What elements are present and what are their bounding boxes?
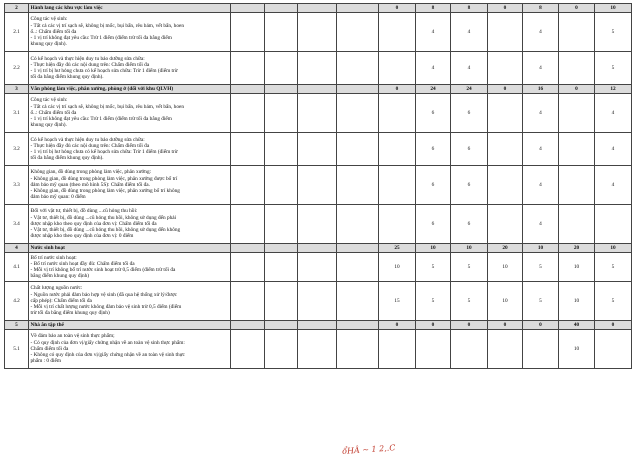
empty-cell (337, 205, 379, 244)
empty-cell (337, 330, 379, 369)
empty-cell (298, 321, 337, 330)
row-number: 3.2 (5, 133, 29, 166)
score-cell (559, 13, 595, 52)
section-title: Hành lang các khu vực làm việc (29, 4, 231, 13)
scoring-table (4, 3, 632, 369)
empty-cell (231, 253, 265, 282)
score-cell: 0 (488, 85, 523, 94)
score-cell (379, 133, 416, 166)
empty-cell (337, 85, 379, 94)
score-cell: 10 (595, 244, 632, 253)
empty-cell (337, 244, 379, 253)
empty-cell (265, 94, 298, 133)
section-row (5, 4, 632, 13)
row-number: 5 (5, 321, 29, 330)
score-cell: 0 (559, 4, 595, 13)
score-cell: 5 (595, 13, 632, 52)
criteria-line: Không gian, đồ dùng trong phòng làm việc, phân xưởng: (30, 169, 152, 176)
score-cell: 0 (559, 85, 595, 94)
score-cell: 4 (595, 133, 632, 166)
empty-cell (231, 166, 265, 205)
empty-cell (298, 133, 337, 166)
criteria-line: phẩm : 0 điểm (30, 358, 61, 365)
empty-cell (337, 253, 379, 282)
score-cell (379, 52, 416, 85)
criteria-line: - Tất cả các vị trí sạch sẽ, không bị mốc, bụi bẩn, rêu bám, vết bẩn, hoen (30, 103, 184, 110)
criteria-text (29, 205, 231, 244)
criteria-line: - Không gian, đồ dùng trong phòng làm việc, phân xưởng được bố trí (30, 175, 178, 182)
score-cell: 25 (379, 244, 416, 253)
empty-cell (265, 133, 298, 166)
empty-cell (265, 166, 298, 205)
score-cell: 6 (451, 205, 488, 244)
empty-cell (298, 4, 337, 13)
criteria-line: khung quy định). (30, 41, 67, 48)
score-cell: 6 (451, 166, 488, 205)
empty-cell (231, 244, 265, 253)
table-row (5, 253, 632, 282)
criteria-line: - Không gian, đồ dùng trong phòng làm việc, phân xưởng bố trí không (30, 188, 180, 195)
score-cell: 16 (523, 85, 559, 94)
score-cell: 15 (379, 282, 416, 321)
empty-cell (298, 52, 337, 85)
criteria-text (29, 166, 231, 205)
score-cell: 20 (488, 244, 523, 253)
empty-cell (337, 133, 379, 166)
criteria-line: - Tất cả các vị trí sạch sẽ, không bị mốc, bụi bẩn, rêu bám, vết bẩn, hoen (30, 22, 184, 29)
empty-cell (231, 13, 265, 52)
table-body (5, 4, 632, 369)
score-cell: 4 (523, 13, 559, 52)
score-cell (559, 205, 595, 244)
empty-cell (265, 205, 298, 244)
table-row (5, 13, 632, 52)
score-cell (488, 205, 523, 244)
score-cell: 10 (559, 253, 595, 282)
score-cell: 5 (416, 282, 451, 321)
score-cell: 4 (451, 13, 488, 52)
score-cell: 24 (451, 85, 488, 94)
criteria-line: khung quy định). (30, 122, 67, 129)
score-cell: 5 (523, 253, 559, 282)
score-cell: 5 (523, 282, 559, 321)
criteria-line: được nhập kho theo quy định của đơn vị: 0 điểm (30, 233, 134, 240)
empty-cell (265, 52, 298, 85)
score-cell (379, 94, 416, 133)
score-cell: 6 (416, 205, 451, 244)
criteria-line: tối đa bằng điểm khung quy định). (30, 155, 104, 162)
score-cell (451, 330, 488, 369)
score-cell: 10 (451, 244, 488, 253)
criteria-text (29, 52, 231, 85)
score-cell: 5 (451, 282, 488, 321)
empty-cell (265, 85, 298, 94)
empty-cell (298, 244, 337, 253)
score-cell: 4 (523, 94, 559, 133)
score-cell (559, 133, 595, 166)
score-cell: 4 (416, 13, 451, 52)
criteria-text (29, 13, 231, 52)
criteria-line: Chấm điểm tối đa (30, 345, 69, 352)
score-cell: 40 (559, 321, 595, 330)
score-cell: 6 (451, 94, 488, 133)
score-cell (595, 205, 632, 244)
score-cell: 4 (416, 52, 451, 85)
empty-cell (298, 94, 337, 133)
empty-cell (298, 166, 337, 205)
criteria-line: - Vật tư, thiết bị, đồ dùng ...cũ hỏng thu hồi, không sử dụng đến không (30, 227, 181, 234)
score-cell: 24 (416, 85, 451, 94)
table-row (5, 282, 632, 321)
criteria-line: - Mỗi vị trí chất lượng nước không đảm bảo vệ sinh trừ 0,5 điểm (điểm (30, 304, 182, 311)
score-cell (523, 330, 559, 369)
score-cell (379, 13, 416, 52)
score-cell: 5 (416, 253, 451, 282)
empty-cell (337, 321, 379, 330)
score-cell (416, 330, 451, 369)
empty-cell (298, 330, 337, 369)
score-cell (559, 166, 595, 205)
row-number: 5.1 (5, 330, 29, 369)
score-cell: 6 (416, 133, 451, 166)
score-cell: 12 (595, 85, 632, 94)
empty-cell (231, 4, 265, 13)
empty-cell (265, 253, 298, 282)
criteria-line: - 1 vị trí bị hư hỏng chưa có kế hoạch sửa chữa: Trừ 1 điểm (điểm trừ (30, 68, 178, 74)
criteria-line: Bố trí nước sinh hoạt: (30, 254, 77, 261)
score-cell: 0 (379, 321, 416, 330)
criteria-line: - Thực hiện đầy đủ các nội dung trên: Chấm điểm tối đa (30, 61, 150, 68)
criteria-line: - Bố trí nước sinh hoạt đầy đủ: Chấm điểm tối đa (30, 260, 135, 267)
empty-cell (231, 321, 265, 330)
criteria-line: Công tác vệ sinh: (30, 16, 68, 23)
score-cell: 10 (416, 244, 451, 253)
table-row (5, 94, 632, 133)
section-row (5, 85, 632, 94)
score-cell: 4 (451, 52, 488, 85)
section-title: Nước sinh hoạt (29, 244, 231, 253)
empty-cell (231, 52, 265, 85)
row-number: 4.1 (5, 253, 29, 282)
score-cell (379, 166, 416, 205)
criteria-text (29, 253, 231, 282)
score-cell (379, 330, 416, 369)
score-cell (488, 13, 523, 52)
criteria-line: Đối với vật tư, thiết bị, đồ dùng ...cũ hỏng thu hồi: (30, 208, 138, 215)
empty-cell (298, 13, 337, 52)
empty-cell (265, 321, 298, 330)
score-cell (379, 205, 416, 244)
score-cell: 0 (523, 321, 559, 330)
score-cell: 5 (595, 282, 632, 321)
row-number: 3.4 (5, 205, 29, 244)
table-row (5, 52, 632, 85)
empty-cell (265, 330, 298, 369)
empty-cell (231, 85, 265, 94)
empty-cell (298, 282, 337, 321)
criteria-line: ố..: Chấm điểm tối đa (30, 109, 77, 116)
score-cell: 10 (595, 4, 632, 13)
score-cell (595, 330, 632, 369)
criteria-text (29, 133, 231, 166)
table-row (5, 205, 632, 244)
score-cell: 20 (559, 244, 595, 253)
empty-cell (231, 330, 265, 369)
score-cell: 6 (416, 166, 451, 205)
empty-cell (265, 4, 298, 13)
score-cell: 0 (488, 4, 523, 13)
row-number: 3.3 (5, 166, 29, 205)
score-cell: 5 (595, 52, 632, 85)
section-title: Nhà ăn tập thể (29, 321, 231, 330)
empty-cell (298, 205, 337, 244)
empty-cell (265, 13, 298, 52)
score-cell: 5 (595, 253, 632, 282)
section-row (5, 321, 632, 330)
score-cell: 10 (559, 330, 595, 369)
row-number: 3 (5, 85, 29, 94)
row-number: 3.1 (5, 94, 29, 133)
criteria-line: cấp phép): Chấm điểm tối đa (30, 297, 92, 304)
score-cell: 6 (451, 133, 488, 166)
criteria-line: - Nguồn nước phải đảm bảo hợp vệ sinh (đã qua hệ thống xử lý/được (30, 291, 177, 298)
section-title: Văn phòng làm việc, phân xưởng, phòng ở (đối với khu QLVH) (29, 85, 231, 94)
criteria-line: đảm bảo mỹ quan (theo mô hình 5S): Chấm điểm tối đa. (30, 181, 150, 188)
score-cell: 5 (451, 253, 488, 282)
score-cell (488, 52, 523, 85)
criteria-line: Có kế hoạch và thực hiện duy tu bảo dưỡng sửa chữa: (30, 136, 145, 143)
empty-cell (337, 52, 379, 85)
score-cell (488, 133, 523, 166)
score-cell: 4 (595, 94, 632, 133)
empty-cell (337, 4, 379, 13)
empty-cell (265, 244, 298, 253)
criteria-line: trừ tối đa bằng điểm khung quy định) (30, 310, 110, 317)
row-number: 4 (5, 244, 29, 253)
empty-cell (231, 133, 265, 166)
criteria-line: - Vật tư, thiết bị, đồ dùng ...cũ hỏng thu hồi, không sử dụng đến phải (30, 214, 177, 221)
section-row (5, 244, 632, 253)
signature-stamp (334, 440, 434, 456)
table-row (5, 133, 632, 166)
score-cell (559, 94, 595, 133)
empty-cell (298, 85, 337, 94)
criteria-line: - Mỗi vị trí không bố trí nước sinh hoạt trừ 0,5 điểm (điểm trừ tối đa (30, 267, 176, 273)
criteria-line: tối đa bằng điểm khung quy định). (30, 74, 104, 81)
stamp-text: ổHÂ ~ 1 2,.C (341, 443, 396, 456)
criteria-text (29, 330, 231, 369)
score-cell: 4 (523, 205, 559, 244)
score-cell: 8 (416, 4, 451, 13)
criteria-text (29, 94, 231, 133)
criteria-line: bằng điểm khung quy định) (30, 273, 90, 280)
criteria-line: đảm bảo mỹ quan: 0 điểm (30, 194, 86, 201)
score-cell: 4 (523, 166, 559, 205)
score-cell: 6 (416, 94, 451, 133)
criteria-line: - Thực hiện đầy đủ các nội dung trên: Chấm điểm tối đa (30, 142, 150, 149)
score-cell: 10 (559, 282, 595, 321)
criteria-line: Chất lượng nguồn nước: (30, 285, 83, 292)
empty-cell (265, 282, 298, 321)
score-cell (488, 330, 523, 369)
score-cell: 0 (488, 321, 523, 330)
empty-cell (337, 94, 379, 133)
criteria-line: - 1 vị trí bị hư hỏng chưa có kế hoạch sửa chữa: Trừ 1 điểm (điểm trừ (30, 149, 178, 155)
criteria-text (29, 282, 231, 321)
empty-cell (298, 253, 337, 282)
empty-cell (231, 282, 265, 321)
score-cell: 0 (451, 321, 488, 330)
row-number: 2 (5, 4, 29, 13)
score-cell: 10 (523, 244, 559, 253)
criteria-line: - 1 vị trí không đạt yêu cầu: Trừ 1 điểm (điểm trừ tối đa bằng điểm (30, 116, 172, 123)
criteria-line: - 1 vị trí không đạt yêu cầu: Trừ 1 điểm (điểm trừ tối đa bằng điểm (30, 35, 172, 42)
criteria-line: Công tác vệ sinh: (30, 97, 68, 104)
criteria-line: Về đảm bảo an toàn vệ sinh thực phẩm; (30, 333, 115, 340)
row-number: 2.2 (5, 52, 29, 85)
score-cell: 4 (523, 133, 559, 166)
score-cell: 8 (451, 4, 488, 13)
criteria-line: - Không có quy định của đơn vị/giấy chứng nhận về an toàn vệ sinh thực (30, 352, 185, 359)
score-cell: 0 (379, 85, 416, 94)
criteria-line: được nhập kho theo quy định của đơn vị: Chấm điểm tối đa (30, 220, 157, 227)
criteria-line: Có kế hoạch và thực hiện duy tu bảo dưỡng sửa chữa: (30, 55, 145, 62)
empty-cell (231, 94, 265, 133)
table-row (5, 330, 632, 369)
score-cell: 10 (488, 253, 523, 282)
score-cell (488, 166, 523, 205)
empty-cell (337, 282, 379, 321)
score-cell (488, 94, 523, 133)
score-cell: 4 (595, 166, 632, 205)
criteria-line: ố..: Chấm điểm tối đa (30, 28, 77, 35)
row-number: 2.1 (5, 13, 29, 52)
empty-cell (337, 166, 379, 205)
empty-cell (337, 13, 379, 52)
score-cell: 0 (379, 4, 416, 13)
score-cell: 10 (488, 282, 523, 321)
row-number: 4.2 (5, 282, 29, 321)
score-cell (559, 52, 595, 85)
empty-cell (231, 205, 265, 244)
table-row (5, 166, 632, 205)
score-cell: 0 (416, 321, 451, 330)
criteria-line: - Có quy định của đơn vị/giấy chứng nhận về an toàn vệ sinh thực phẩm: (30, 339, 185, 346)
score-cell: 10 (379, 253, 416, 282)
score-cell: 0 (595, 321, 632, 330)
score-cell: 4 (523, 52, 559, 85)
score-cell: 8 (523, 4, 559, 13)
